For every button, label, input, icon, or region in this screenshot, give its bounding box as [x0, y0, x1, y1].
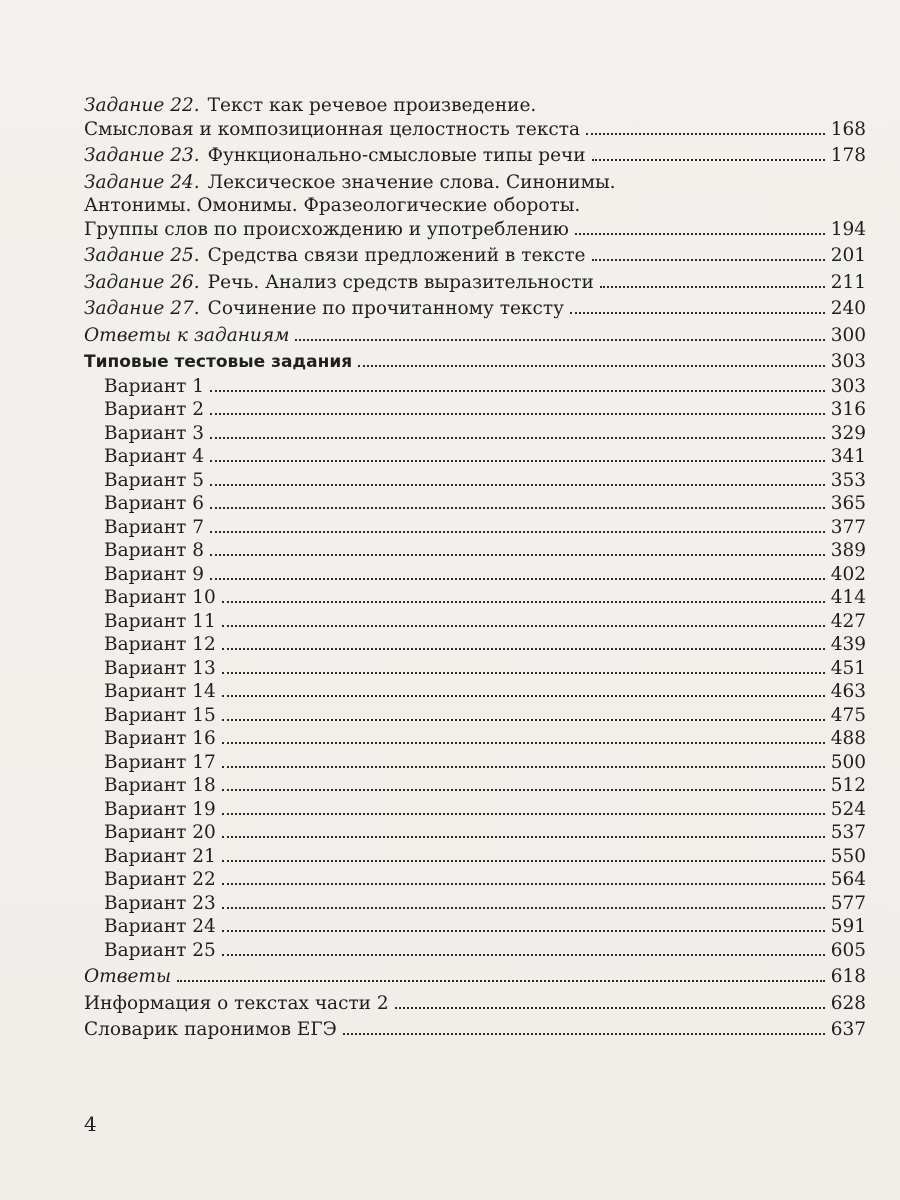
- toc-entry-title: Вариант 4: [104, 446, 205, 467]
- dot-leader: [222, 883, 825, 885]
- toc-entry-title: Ответы: [84, 966, 172, 987]
- page-number: 564: [830, 869, 866, 890]
- toc-entry-title: Вариант 12: [104, 634, 216, 655]
- dot-leader: [586, 133, 825, 135]
- page-number: 377: [830, 516, 866, 538]
- page-number: 194: [830, 218, 866, 240]
- toc-entry-title: Вариант 7: [104, 516, 205, 538]
- toc-entry-title: Антонимы. Омонимы. Фразеологические обороты.: [84, 195, 581, 216]
- dot-leader: [592, 159, 825, 161]
- dot-leader: [575, 233, 825, 235]
- toc-entry-title: Текст как речевое произведение.: [207, 95, 537, 116]
- toc-entry-title: Вариант 22: [104, 869, 216, 890]
- toc-entry-title: Вариант 8: [104, 540, 205, 561]
- dot-leader: [210, 413, 825, 415]
- page-number: 591: [830, 916, 866, 937]
- toc-entry-title: Вариант 19: [104, 798, 216, 820]
- dot-leader: [395, 1007, 825, 1009]
- toc-variant-20[interactable]: [84, 821, 866, 845]
- toc-typical-tests[interactable]: [84, 350, 866, 375]
- dot-leader: [210, 507, 825, 509]
- page-number: 605: [830, 939, 866, 961]
- toc-variant-19[interactable]: [84, 798, 866, 822]
- toc-task-25[interactable]: [84, 244, 866, 268]
- page-folio-number: 4: [84, 1112, 97, 1136]
- dot-leader: [295, 339, 824, 341]
- task-label: Задание 22.: [84, 95, 200, 116]
- dot-leader: [358, 365, 824, 367]
- toc-entry-title: Вариант 11: [104, 610, 216, 632]
- page-number: 303: [830, 375, 866, 397]
- toc-answers-to-tasks[interactable]: [84, 324, 866, 348]
- page-number: 628: [830, 992, 866, 1014]
- page-number: 488: [830, 728, 866, 749]
- toc-variant-13[interactable]: [84, 657, 866, 681]
- toc-entry-title: Вариант 14: [104, 681, 216, 702]
- toc-entry-title: Вариант 24: [104, 916, 216, 937]
- toc-entry-title: Лексическое значение слова. Синонимы.: [207, 171, 616, 193]
- page-number: 178: [830, 145, 866, 166]
- dot-leader: [222, 954, 825, 956]
- page-number: 389: [830, 540, 866, 561]
- toc-entry-title: Вариант 3: [104, 422, 205, 444]
- task-label: Задание 24.: [84, 171, 200, 193]
- page-number: 451: [830, 657, 866, 679]
- page-number: 300: [830, 324, 866, 346]
- page-number: 537: [830, 822, 866, 843]
- dot-leader: [210, 578, 825, 580]
- dot-leader: [222, 930, 825, 932]
- toc-variant-4[interactable]: [84, 445, 866, 469]
- toc-variant-2[interactable]: [84, 398, 866, 422]
- toc-entry-title: Вариант 25: [104, 939, 216, 961]
- dot-leader: [222, 601, 825, 603]
- toc-task-26[interactable]: [84, 271, 866, 295]
- page-number: 500: [830, 751, 866, 773]
- toc-entry-title: Вариант 20: [104, 822, 216, 843]
- dot-leader: [177, 980, 825, 982]
- page-number: 427: [830, 610, 866, 632]
- dot-leader: [210, 437, 825, 439]
- page-number: 240: [830, 298, 866, 319]
- toc-task-22-line-1: [84, 94, 866, 118]
- toc-variant-17[interactable]: [84, 751, 866, 775]
- toc-variant-10[interactable]: [84, 586, 866, 610]
- toc-task-24-line-2: [84, 194, 866, 218]
- dot-leader: [343, 1033, 825, 1035]
- dot-leader: [570, 312, 825, 314]
- toc-entry-title: Вариант 5: [104, 469, 205, 491]
- toc-task-23[interactable]: [84, 144, 866, 168]
- toc-entry-title: Средства связи предложений в тексте: [207, 245, 586, 266]
- dot-leader: [210, 460, 825, 462]
- dot-leader: [600, 286, 825, 288]
- page-number: 524: [830, 798, 866, 820]
- page-number: 463: [830, 681, 866, 702]
- task-label: Задание 25.: [84, 245, 200, 266]
- page-number: 577: [830, 892, 866, 914]
- toc-text-info[interactable]: [84, 992, 866, 1016]
- page-number: 329: [830, 422, 866, 444]
- toc-entry-title: Информация о текстах части 2: [84, 992, 389, 1014]
- page-number: 512: [830, 775, 866, 796]
- toc-variant-6[interactable]: [84, 492, 866, 516]
- dot-leader: [210, 484, 825, 486]
- toc-variant-5[interactable]: [84, 469, 866, 493]
- page-number: 475: [830, 704, 866, 726]
- dot-leader: [222, 672, 825, 674]
- toc-paronyms-dictionary[interactable]: [84, 1018, 866, 1042]
- page-number: 168: [830, 118, 866, 140]
- toc-entry-title: Группы слов по происхождению и употреблению: [84, 218, 569, 240]
- dot-leader: [222, 625, 825, 627]
- page-number: 316: [830, 399, 866, 420]
- toc-entry-title: Вариант 18: [104, 775, 216, 796]
- toc-variant-3[interactable]: [84, 422, 866, 446]
- toc-variant-7[interactable]: [84, 516, 866, 540]
- toc-variant-12[interactable]: [84, 633, 866, 657]
- dot-leader: [222, 789, 825, 791]
- dot-leader: [210, 554, 825, 556]
- toc-entry-title: Вариант 23: [104, 892, 216, 914]
- toc-entry-title: Вариант 21: [104, 845, 216, 867]
- toc-entry-title: Вариант 6: [104, 493, 205, 514]
- toc-variant-18[interactable]: [84, 774, 866, 798]
- toc-entry-title: Вариант 13: [104, 657, 216, 679]
- toc-entry-title: Вариант 2: [104, 399, 205, 420]
- toc-task-24-line-1: [84, 171, 866, 195]
- toc-variant-15[interactable]: [84, 704, 866, 728]
- dot-leader: [222, 813, 825, 815]
- task-label: Задание 27.: [84, 298, 200, 319]
- toc-entry-title: Вариант 17: [104, 751, 216, 773]
- toc-task-27[interactable]: [84, 297, 866, 321]
- table-of-contents: [84, 94, 866, 1042]
- page-number: 341: [830, 446, 866, 467]
- dot-leader: [222, 836, 825, 838]
- toc-variant-1[interactable]: [84, 375, 866, 399]
- page-number: 402: [830, 563, 866, 585]
- page-number: 637: [830, 1019, 866, 1040]
- dot-leader: [222, 648, 825, 650]
- toc-variant-23[interactable]: [84, 892, 866, 916]
- dot-leader: [222, 907, 825, 909]
- toc-section-title: Типовые тестовые задания: [84, 352, 353, 372]
- toc-entry-title: Вариант 16: [104, 728, 216, 749]
- toc-entry-title: Сочинение по прочитанному тексту: [207, 298, 564, 319]
- toc-variant-8[interactable]: [84, 539, 866, 563]
- toc-task-24-line-3[interactable]: [84, 218, 866, 242]
- page-number: 550: [830, 845, 866, 867]
- toc-entry-title: Вариант 9: [104, 563, 205, 585]
- toc-entry-title: Вариант 15: [104, 704, 216, 726]
- page-number: 439: [830, 634, 866, 655]
- dot-leader: [222, 719, 825, 721]
- page-number: 303: [830, 351, 866, 372]
- toc-variant-24[interactable]: [84, 915, 866, 939]
- page-number: 211: [830, 271, 866, 293]
- toc-entry-title: Речь. Анализ средств выразительности: [207, 271, 594, 293]
- toc-entry-title: Ответы к заданиям: [84, 324, 290, 346]
- toc-variant-14[interactable]: [84, 680, 866, 704]
- toc-entry-title: Вариант 1: [104, 375, 205, 397]
- dot-leader: [210, 390, 825, 392]
- dot-leader: [222, 766, 825, 768]
- toc-task-22-line-2[interactable]: [84, 118, 866, 142]
- page-number: 618: [830, 966, 866, 987]
- toc-entry-title: Смысловая и композиционная целостность текста: [84, 118, 581, 140]
- page-number: 414: [830, 587, 866, 608]
- toc-variant-25[interactable]: [84, 939, 866, 963]
- toc-variant-16[interactable]: [84, 727, 866, 751]
- toc-entry-title: Словарик паронимов ЕГЭ: [84, 1019, 337, 1040]
- dot-leader: [222, 860, 825, 862]
- dot-leader: [210, 531, 825, 533]
- page-number: 353: [830, 469, 866, 491]
- toc-entry-title: Вариант 10: [104, 587, 216, 608]
- toc-variant-21[interactable]: [84, 845, 866, 869]
- dot-leader: [222, 695, 825, 697]
- toc-answers[interactable]: [84, 965, 866, 989]
- toc-entry-title: Функционально-смысловые типы речи: [207, 145, 586, 166]
- dot-leader: [222, 742, 825, 744]
- task-label: Задание 23.: [84, 145, 200, 166]
- dot-leader: [592, 259, 825, 261]
- task-label: Задание 26.: [84, 271, 200, 293]
- page-number: 201: [830, 245, 866, 266]
- toc-variant-11[interactable]: [84, 610, 866, 634]
- page-number: 365: [830, 493, 866, 514]
- toc-variant-9[interactable]: [84, 563, 866, 587]
- toc-variant-22[interactable]: [84, 868, 866, 892]
- variants-list: [84, 375, 866, 963]
